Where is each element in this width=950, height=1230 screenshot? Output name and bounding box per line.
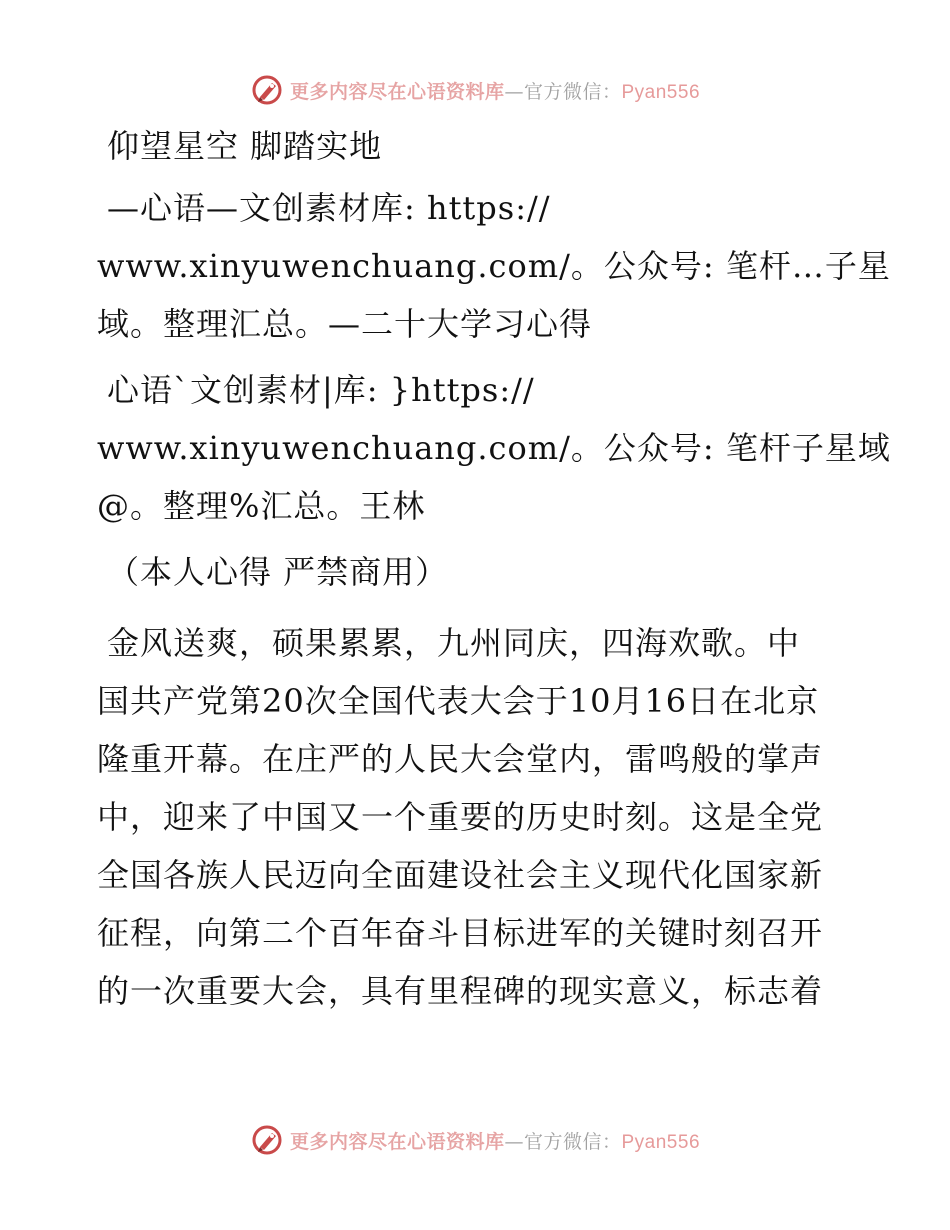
source-line: www.xinyuwenchuang.com/。公众号: 笔杆…子星	[97, 247, 891, 285]
paragraph-line: 中，迎来了中国又一个重要的历史时刻。这是全党	[97, 798, 824, 836]
paragraph-line: 国共产党第20次全国代表大会于10月16日在北京	[97, 682, 820, 720]
header-banner-text	[290, 77, 700, 104]
usage-note: （本人心得 严禁商用）	[107, 553, 449, 591]
banner-tail: —官方微信：	[504, 80, 622, 103]
source-block-1	[97, 184, 891, 348]
document-title: 仰望星空 脚踏实地	[107, 127, 383, 165]
source-line: 域。整理汇总。—二十大学习心得	[97, 305, 593, 343]
source-block-2	[97, 366, 891, 530]
header-banner	[0, 70, 950, 110]
paragraph-line: 全国各族人民迈向全面建设社会主义现代化国家新	[97, 856, 824, 894]
document-body	[97, 122, 891, 1020]
banner-handle: Pyan556	[621, 81, 701, 103]
banner-tail: —官方微信：	[504, 1130, 622, 1153]
footer-banner	[0, 1120, 950, 1160]
banner-lead: 更多内容尽在心语资料库	[289, 80, 505, 103]
footer-banner-text	[290, 1127, 700, 1154]
pen-logo-icon	[250, 1123, 284, 1157]
source-line: @。整理%汇总。王林	[97, 487, 426, 525]
source-line: 心语`文创素材|库: }https://	[107, 371, 535, 409]
paragraph-line: 隆重开幕。在庄严的人民大会堂内，雷鸣般的掌声	[97, 740, 824, 778]
source-line: —心语—文创素材库: https://	[107, 189, 551, 227]
paragraph-line: 金风送爽，硕果累累，九州同庆，四海欢歌。中	[107, 624, 801, 662]
banner-lead: 更多内容尽在心语资料库	[289, 1130, 505, 1153]
body-paragraph	[97, 614, 857, 1020]
pen-logo-icon	[250, 73, 284, 107]
source-line: www.xinyuwenchuang.com/。公众号: 笔杆子星域	[97, 429, 891, 467]
paragraph-line: 的一次重要大会，具有里程碑的现实意义，标志着	[97, 972, 824, 1010]
paragraph-line: 征程，向第二个百年奋斗目标进军的关键时刻召开	[97, 914, 824, 952]
banner-handle: Pyan556	[621, 1131, 701, 1153]
